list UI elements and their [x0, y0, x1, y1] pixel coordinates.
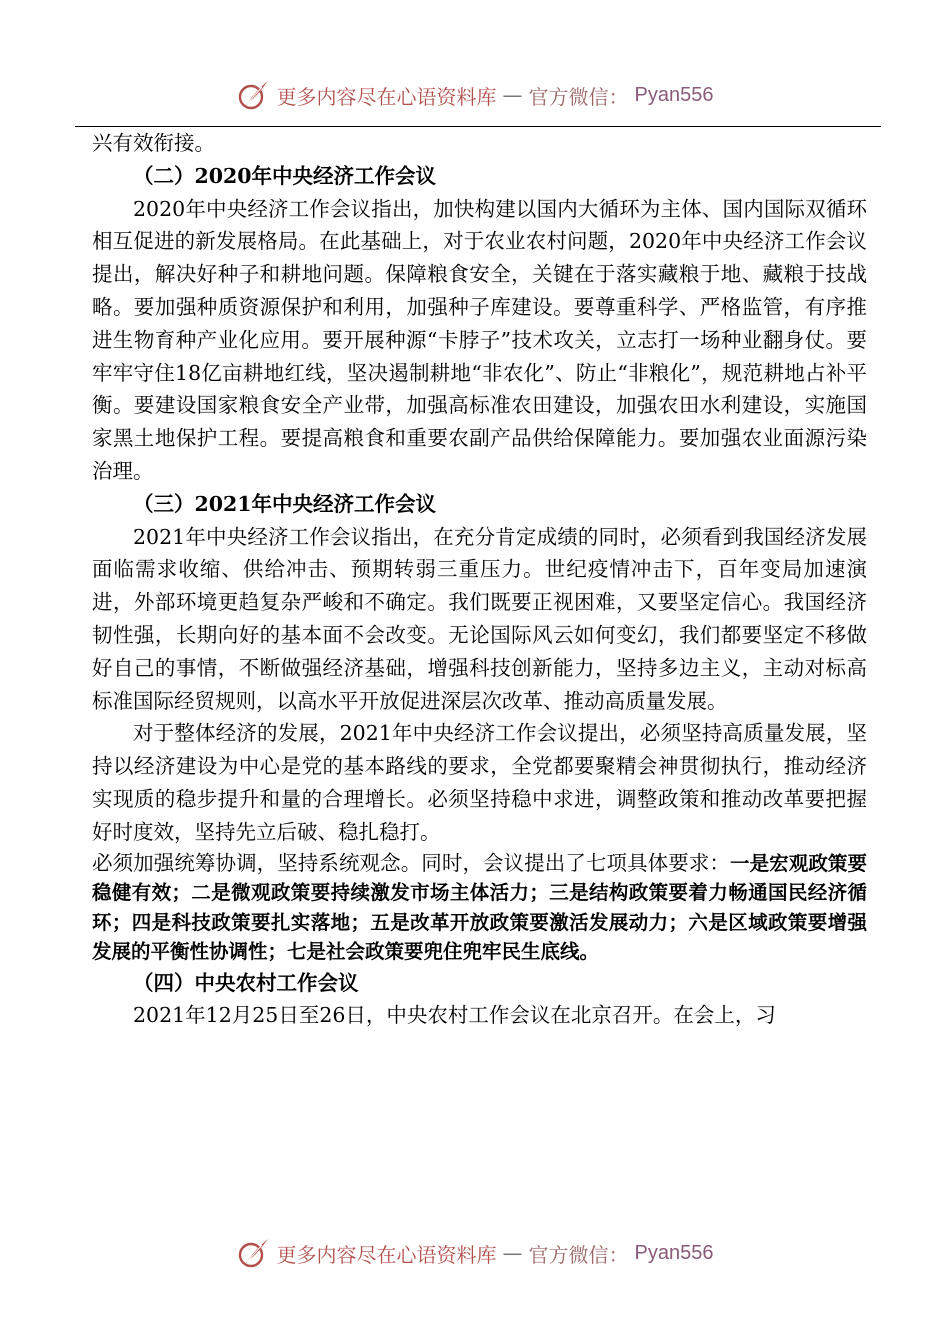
paragraph-rural-conference: 2021年12月25日至26日，中央农村工作会议在北京召开。在会上，习 [133, 1003, 776, 1028]
document-body [92, 127, 867, 1032]
watermark [237, 1236, 714, 1270]
section-heading-2021: （三）2021年中央经济工作会议 [133, 491, 437, 516]
watermark-brand: 更多内容尽在心语资料库 [276, 1242, 497, 1267]
feather-logo-icon [237, 78, 271, 112]
paragraph-2020-conference: 2020年中央经济工作会议指出，加快构建以国内大循环为主体、国内国际双循环相互促进的新发展格局。在此基础上，对于农业农村问题，2020年中央经济工作会议提出，解决好种子和耕地问题。保障粮食安全，关键在于落实藏粮于地、藏粮于技战略。要加强种质资源保护和利用，加强种子库建设。要尊重科学、严格监管，有序推进生物育种产业化应用。要开展种源“卡脖子”技术攻关，立志打一场种业翻身仗。要牢牢守住18亿亩耕地红线，坚决遏制耕地“非农化”、防止“非粮化”，规范耕地占补平衡。要建设国家粮食安全产业带，加强高标准农田建设，加强农田水利建设，实施国家黑土地保护工程。要提高粮食和重要农副产品供给保障能力。要加强农业面源污染治理。 [92, 196, 867, 483]
paragraph-continuation: 兴有效衔接。 [92, 131, 215, 155]
footer-watermark [0, 1228, 950, 1278]
watermark-label: 官方微信： [528, 84, 629, 109]
feather-logo-icon [237, 1236, 271, 1270]
requirements-intro: 必须加强统筹协调，坚持系统观念。同时，会议提出了七项具体要求： [92, 850, 730, 875]
watermark-brand: 更多内容尽在心语资料库 [276, 84, 497, 109]
section-heading-rural: （四）中央农村工作会议 [133, 970, 359, 995]
section-heading-2020: （二）2020年中央经济工作会议 [133, 163, 437, 188]
watermark-handle: Pyan556 [634, 1241, 714, 1264]
header-watermark [0, 70, 950, 120]
seven-requirements: 一是宏观政策要稳健有效；二是微观政策要持续激发市场主体活力；三是结构政策要着力畅通国民经济循环；四是科技政策要扎实落地；五是改革开放政策要激活发展动力；六是区域政策要增强发展的平衡性协调性；七是社会政策要兜住兜牢民生底线。 [92, 851, 867, 964]
watermark-label: 官方微信： [528, 1242, 629, 1267]
paragraph-2021-pressures: 2021年中央经济工作会议指出，在充分肯定成绩的同时，必须看到我国经济发展面临需求收缩、供给冲击、预期转弱三重压力。世纪疫情冲击下，百年变局加速演进，外部环境更趋复杂严峻和不确定。我们既要正视困难，又要坚定信心。我国经济韧性强，长期向好的基本面不会改变。无论国际风云如何变幻，我们都要坚定不移做好自己的事情，不断做强经济基础，增强科技创新能力，坚持多边主义，主动对标高标准国际经贸规则，以高水平开放促进深层次改革、推动高质量发展。 [92, 524, 867, 713]
paragraph-2021-requirements [92, 849, 867, 967]
paragraph-2021-development: 对于整体经济的发展，2021年中央经济工作会议提出，必须坚持高质量发展，坚持以经济建设为中心是党的基本路线的要求，全党都要聚精会神贯彻执行，推动经济实现质的稳步提升和量的合理增长。必须坚持稳中求进，调整政策和推动改革要把握好时度效，坚持先立后破、稳扎稳打。 [92, 721, 867, 844]
watermark-handle: Pyan556 [634, 83, 714, 106]
watermark [237, 78, 714, 112]
watermark-separator: — [502, 1241, 523, 1265]
watermark-separator: — [502, 83, 523, 107]
